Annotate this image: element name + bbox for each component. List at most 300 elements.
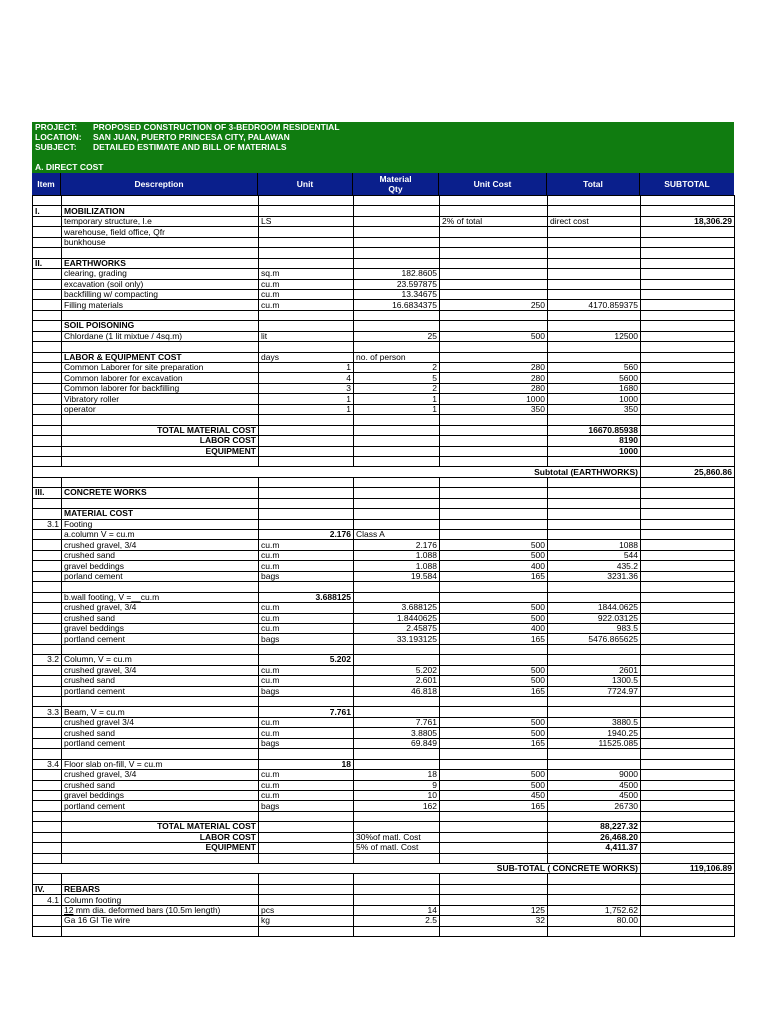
description-text: Chlordane (1 lit mixtue / 4sq.m)	[64, 331, 183, 341]
cell-unit: cu.m	[259, 676, 354, 686]
cell-unit: cu.m	[259, 613, 354, 623]
cell-description	[62, 540, 259, 550]
cell-total	[548, 582, 641, 592]
cell-unit-cost: 280	[440, 383, 548, 393]
description-text: CONCRETE WORKS	[64, 487, 147, 498]
cell-description	[62, 279, 259, 289]
cell-subtotal	[641, 561, 735, 571]
cell-unit-cost: 500	[440, 676, 548, 686]
cell-unit: cu.m	[259, 728, 354, 738]
table-row	[33, 623, 735, 633]
cell-item	[33, 550, 62, 560]
description-text: Vibratory roller	[64, 393, 120, 404]
table-row	[33, 331, 735, 341]
table-row	[33, 509, 735, 519]
cell-description	[62, 331, 259, 341]
cell-unit-cost: 165	[440, 738, 548, 748]
header-unit: Unit	[258, 173, 353, 195]
cell-subtotal	[641, 258, 735, 268]
cell-item	[33, 279, 62, 289]
description-text: MOBILIZATION	[64, 205, 125, 216]
table-row	[33, 415, 735, 425]
cell-unit: sq.m	[259, 269, 354, 279]
cell-total: 3231.36	[548, 571, 641, 581]
cell-total	[548, 926, 641, 936]
table-row	[33, 717, 735, 727]
location-line	[35, 132, 290, 142]
cell-total	[548, 488, 641, 498]
cell-unit-cost: 165	[440, 801, 548, 811]
cell-qty	[354, 415, 440, 425]
cell-unit	[259, 519, 354, 529]
table-row	[33, 697, 735, 707]
cell-unit-cost	[440, 832, 548, 842]
cell-qty: 10	[354, 790, 440, 800]
cell-unit-cost	[440, 874, 548, 884]
cell-total	[548, 592, 641, 602]
description-text: crushed sand	[64, 780, 116, 790]
cell-qty: 2	[354, 363, 440, 373]
cell-item	[33, 383, 62, 393]
cell-total	[548, 707, 641, 717]
cell-unit	[259, 342, 354, 352]
cell-unit: cu.m	[259, 665, 354, 675]
cell-unit	[259, 582, 354, 592]
description-text: crushed sand	[64, 613, 116, 623]
cell-unit	[259, 926, 354, 936]
cell-unit: cu.m	[259, 540, 354, 550]
table-row	[33, 634, 735, 644]
description-text: EARTHWORKS	[64, 258, 126, 268]
cell-total: 5476.865625	[548, 634, 641, 644]
cell-description	[62, 519, 259, 529]
cell-unit: cu.m	[259, 550, 354, 560]
cell-unit-cost: 32	[440, 916, 548, 926]
cell-description	[62, 269, 259, 279]
estimate-table	[32, 195, 735, 937]
cell-subtotal	[641, 446, 735, 456]
cell-item	[33, 916, 62, 926]
cell-subtotal	[641, 404, 735, 414]
description-text: portland cement	[64, 800, 125, 811]
cell-unit-cost	[440, 289, 548, 299]
table-row	[33, 749, 735, 759]
cell-total: 80.00	[548, 916, 641, 926]
cell-qty: 3.8805	[354, 728, 440, 738]
cell-unit	[259, 310, 354, 320]
cell-total: 4170.859375	[548, 300, 641, 310]
cell-qty: 14	[354, 905, 440, 915]
cell-qty: 182.8605	[354, 269, 440, 279]
cell-description	[62, 289, 259, 299]
cell-item	[33, 644, 62, 654]
cell-qty: 2.601	[354, 676, 440, 686]
cell-unit-cost	[440, 895, 548, 905]
cell-description	[62, 352, 259, 362]
cell-unit	[259, 425, 354, 435]
cell-unit	[259, 415, 354, 425]
description-text: a.column V = cu.m	[64, 529, 135, 540]
cell-total	[548, 509, 641, 519]
cell-description	[62, 895, 259, 905]
cell-qty	[354, 456, 440, 466]
cell-item	[33, 425, 62, 435]
cell-total	[548, 279, 641, 289]
cell-unit-cost	[440, 853, 548, 863]
cell-subtotal	[641, 321, 735, 331]
cell-description	[62, 738, 259, 748]
cell-total	[548, 456, 641, 466]
cell-total: 1,752.62	[548, 905, 641, 915]
cell-unit-cost	[440, 498, 548, 508]
cell-unit	[259, 227, 354, 237]
cell-description	[62, 759, 259, 769]
cell-unit-cost	[440, 697, 548, 707]
description-text: warehouse, field office, Qfr	[64, 226, 165, 237]
cell-item	[33, 404, 62, 414]
cell-unit-cost	[440, 655, 548, 665]
cell-qty: 7.761	[354, 717, 440, 727]
cell-subtotal	[641, 686, 735, 696]
cell-subtotal	[641, 279, 735, 289]
cell-subtotal	[641, 697, 735, 707]
cell-total	[548, 321, 641, 331]
cell-item	[33, 790, 62, 800]
cell-total: 1680	[548, 383, 641, 393]
cell-total	[548, 342, 641, 352]
cell-item	[33, 352, 62, 362]
cell-item	[33, 289, 62, 299]
table-row	[33, 550, 735, 560]
cell-unit-cost	[440, 436, 548, 446]
cell-subtotal	[641, 300, 735, 310]
project-banner	[32, 122, 734, 174]
description-text: crushed gravel, 3/4	[64, 665, 137, 675]
cell-subtotal	[641, 530, 735, 540]
cell-description	[62, 477, 259, 487]
cell-subtotal	[641, 310, 735, 320]
cell-description	[62, 561, 259, 571]
table-row	[33, 561, 735, 571]
cell-unit-cost: 450	[440, 790, 548, 800]
cell-unit-cost	[440, 321, 548, 331]
table-row	[33, 655, 735, 665]
cell-subtotal	[641, 707, 735, 717]
cell-unit-cost	[440, 811, 548, 821]
table-row	[33, 613, 735, 623]
cell-qty	[354, 321, 440, 331]
cell-unit-cost: 500	[440, 550, 548, 560]
cell-unit: lit	[259, 331, 354, 341]
description-text: backfilling w/ compacting	[64, 289, 159, 300]
cell-item: IV.	[33, 884, 62, 894]
cell-subtotal	[641, 571, 735, 581]
cell-item: 3.4	[33, 759, 62, 769]
cell-description	[62, 644, 259, 654]
cell-qty: 46.818	[354, 686, 440, 696]
cell-unit-cost	[440, 592, 548, 602]
section-title: A. DIRECT COST	[35, 162, 104, 172]
cell-item	[33, 749, 62, 759]
cell-unit-cost	[440, 582, 548, 592]
cell-total	[548, 206, 641, 216]
header-qty: Material Qty	[353, 173, 439, 195]
subject-line	[35, 142, 287, 152]
cell-description	[62, 456, 259, 466]
cell-item	[33, 227, 62, 237]
cell-description	[62, 717, 259, 727]
cell-description	[62, 916, 259, 926]
cell-description	[62, 363, 259, 373]
cell-description	[62, 811, 259, 821]
cell-description	[62, 498, 259, 508]
table-row	[33, 289, 735, 299]
cell-total: 4,411.37	[548, 843, 641, 853]
cell-item	[33, 415, 62, 425]
cell-total: 3880.5	[548, 717, 641, 727]
cell-unit	[259, 196, 354, 206]
table-row	[33, 352, 735, 362]
header-unit-cost: Unit Cost	[439, 173, 547, 195]
cell-unit-cost	[440, 248, 548, 258]
cell-item	[33, 728, 62, 738]
cell-total: 16670.85938	[548, 425, 641, 435]
cell-item	[33, 342, 62, 352]
cell-qty: Class A	[354, 530, 440, 540]
table-row	[33, 216, 735, 226]
cell-description	[62, 728, 259, 738]
cell-item	[33, 571, 62, 581]
cell-subtotal	[641, 843, 735, 853]
cell-unit: kg	[259, 916, 354, 926]
description-text: Common laborer for excavation	[64, 372, 183, 383]
cell-subtotal	[641, 477, 735, 487]
cell-total	[548, 749, 641, 759]
cell-item	[33, 592, 62, 602]
cell-qty: 18	[354, 770, 440, 780]
cell-total: 435.2	[548, 561, 641, 571]
cell-unit: cu.m	[259, 289, 354, 299]
cell-qty: 30%of matl. Cost	[354, 832, 440, 842]
cell-unit-cost: 1000	[440, 394, 548, 404]
cell-total: 11525.085	[548, 738, 641, 748]
cell-description	[62, 310, 259, 320]
table-row	[33, 467, 735, 477]
cell-description	[62, 488, 259, 498]
cell-description	[62, 665, 259, 675]
cell-item	[33, 832, 62, 842]
cell-subtotal	[641, 227, 735, 237]
cell-item	[33, 363, 62, 373]
table-row	[33, 310, 735, 320]
description-text: clearing, grading	[64, 268, 127, 279]
cell-total	[548, 530, 641, 540]
table-row	[33, 258, 735, 268]
cell-qty	[354, 425, 440, 435]
cell-unit-cost: 400	[440, 561, 548, 571]
cell-subtotal	[641, 623, 735, 633]
cell-item	[33, 446, 62, 456]
description-text: LABOR COST	[199, 832, 256, 842]
table-row	[33, 780, 735, 790]
table-row	[33, 864, 735, 874]
cell-unit-cost	[440, 456, 548, 466]
cell-unit: cu.m	[259, 717, 354, 727]
cell-description	[62, 697, 259, 707]
table-row	[33, 456, 735, 466]
cell-subtotal	[641, 759, 735, 769]
cell-qty: 25	[354, 331, 440, 341]
cell-unit-cost: 165	[440, 634, 548, 644]
cell-subtotal	[641, 634, 735, 644]
table-row	[33, 665, 735, 675]
cell-unit-cost	[440, 926, 548, 936]
cell-unit: 1	[259, 394, 354, 404]
cell-subtotal	[641, 425, 735, 435]
cell-subtotal	[641, 352, 735, 362]
cell-item	[33, 561, 62, 571]
cell-qty	[354, 436, 440, 446]
cell-subtotal	[641, 738, 735, 748]
table-row	[33, 644, 735, 654]
cell-description	[62, 623, 259, 633]
cell-qty: 162	[354, 801, 440, 811]
table-row	[33, 394, 735, 404]
description-text: TOTAL MATERIAL COST	[157, 425, 256, 435]
project-line	[35, 122, 340, 132]
cell-item	[33, 874, 62, 884]
cell-subtotal	[641, 832, 735, 842]
cell-unit-cost: 350	[440, 404, 548, 414]
cell-description	[62, 592, 259, 602]
header-item: Item	[32, 173, 61, 195]
cell-unit: cu.m	[259, 780, 354, 790]
table-row	[33, 540, 735, 550]
table-row	[33, 279, 735, 289]
cell-unit	[259, 644, 354, 654]
cell-qty	[354, 697, 440, 707]
cell-unit	[259, 832, 354, 842]
cell-total	[548, 759, 641, 769]
cell-description	[62, 843, 259, 853]
cell-unit-cost	[440, 843, 548, 853]
cell-description	[62, 206, 259, 216]
cell-unit: LS	[259, 216, 354, 226]
cell-qty: 2.5	[354, 916, 440, 926]
cell-item	[33, 780, 62, 790]
cell-qty	[354, 227, 440, 237]
cell-description	[62, 237, 259, 247]
cell-description	[62, 676, 259, 686]
description-text: crushed sand	[64, 550, 116, 561]
cell-qty: 1.8440625	[354, 613, 440, 623]
cell-subtotal	[641, 519, 735, 529]
cell-subtotal	[641, 269, 735, 279]
description-text: porland cement	[64, 571, 123, 581]
cell-unit-cost	[440, 196, 548, 206]
cell-qty: 5.202	[354, 665, 440, 675]
cell-item: 3.1	[33, 519, 62, 529]
cell-unit-cost: 500	[440, 717, 548, 727]
cell-total	[548, 227, 641, 237]
cell-qty	[354, 488, 440, 498]
description-text: mm dia. deformed bars (10.5m length)	[73, 905, 221, 915]
table-row	[33, 321, 735, 331]
cell-unit-cost: 500	[440, 540, 548, 550]
cell-item	[33, 676, 62, 686]
cell-qty: 19.584	[354, 571, 440, 581]
description-text: portland cement	[64, 633, 125, 644]
cell-qty: 5% of matl. Cost	[354, 843, 440, 853]
cell-unit	[259, 488, 354, 498]
description-text: TOTAL MATERIAL COST	[157, 821, 256, 832]
header-subtotal: SUBTOTAL	[664, 179, 710, 189]
cell-item: 3.2	[33, 655, 62, 665]
cell-unit: 1	[259, 363, 354, 373]
cell-subtotal	[641, 916, 735, 926]
description-text: Common Laborer for site preparation	[64, 362, 204, 373]
cell-item: 3.3	[33, 707, 62, 717]
cell-unit-cost	[440, 342, 548, 352]
cell-item	[33, 738, 62, 748]
cell-description	[62, 196, 259, 206]
cell-item	[33, 717, 62, 727]
cell-subtotal	[641, 248, 735, 258]
cell-qty	[354, 216, 440, 226]
cell-description	[62, 530, 259, 540]
cell-description	[62, 780, 259, 790]
cell-total: 1844.0625	[548, 603, 641, 613]
cell-total: 4500	[548, 790, 641, 800]
cell-qty	[354, 926, 440, 936]
description-text: Floor slab on-fill, V = cu.m	[64, 759, 163, 769]
cell-item	[33, 634, 62, 644]
cell-item	[33, 770, 62, 780]
cell-subtotal	[641, 363, 735, 373]
table-row	[33, 759, 735, 769]
cell-total: 350	[548, 404, 641, 414]
cell-unit-cost	[440, 446, 548, 456]
cell-unit	[259, 237, 354, 247]
cell-qty	[354, 196, 440, 206]
cell-item	[33, 394, 62, 404]
cell-unit: cu.m	[259, 770, 354, 780]
table-row	[33, 843, 735, 853]
cell-unit	[259, 853, 354, 863]
cell-item	[33, 216, 62, 226]
cell-item	[33, 477, 62, 487]
cell-unit-cost: 500	[440, 331, 548, 341]
cell-qty	[354, 237, 440, 247]
cell-item	[33, 509, 62, 519]
cell-subtotal	[641, 613, 735, 623]
cell-unit: 1	[259, 404, 354, 414]
cell-subtotal	[641, 603, 735, 613]
cell-description	[62, 884, 259, 894]
cell-unit-cost	[440, 269, 548, 279]
table-row	[33, 373, 735, 383]
cell-item	[33, 603, 62, 613]
cell-subtotal: 18,306.29	[641, 216, 735, 226]
cell-qty	[354, 811, 440, 821]
cell-total: 26,468.20	[548, 832, 641, 842]
cell-qty	[354, 759, 440, 769]
cell-unit-cost	[440, 822, 548, 832]
cell-qty: 3.688125	[354, 603, 440, 613]
cell-unit	[259, 843, 354, 853]
cell-subtotal	[641, 206, 735, 216]
cell-description	[62, 321, 259, 331]
